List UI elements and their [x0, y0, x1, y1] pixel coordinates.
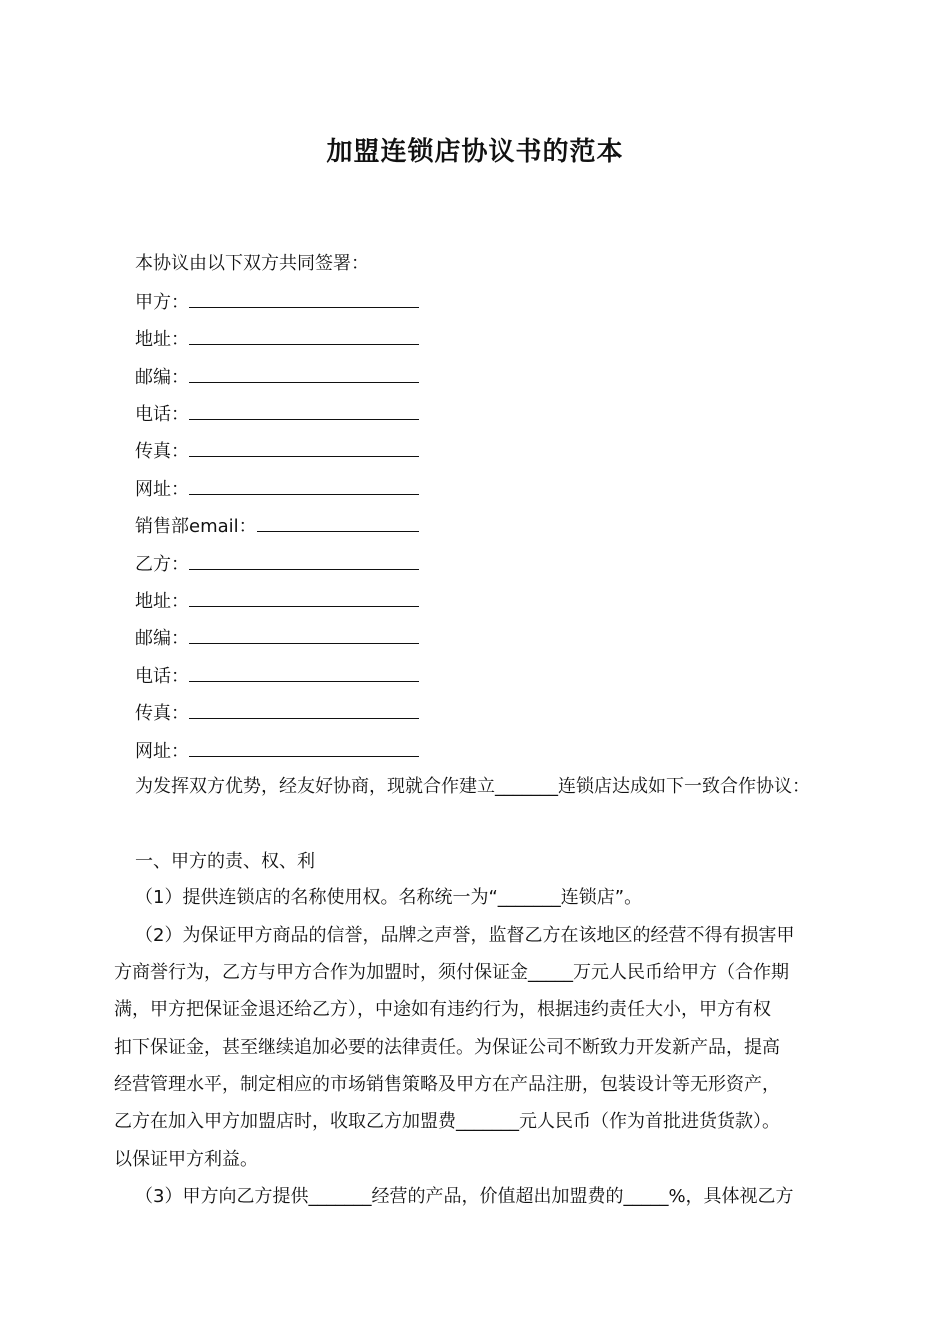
- party-a-address-field: [135, 325, 419, 353]
- preamble-text: 为发挥双方优势，经友好协商，现就合作建立_______连锁店达成如下一致合作协议：: [135, 776, 810, 797]
- blank-line: [189, 662, 419, 682]
- field-label: 甲方：: [135, 292, 189, 313]
- clause-2-line: 方商誉行为，乙方与甲方合作为加盟时，须付保证金_____万元人民币给甲方（合作期: [114, 962, 789, 983]
- field-label: 地址：: [135, 329, 189, 350]
- section-heading: 一、甲方的责、权、利: [135, 851, 315, 872]
- party-b-website-field: [135, 737, 419, 765]
- clause-1: （1）提供连锁店的名称使用权。名称统一为“_______连锁店”。: [135, 887, 643, 908]
- party-a-name-field: [135, 288, 419, 316]
- clause-2-line: 以保证甲方利益。: [114, 1149, 258, 1170]
- clause-2-line: 乙方在加入甲方加盟店时，收取乙方加盟费_______元人民币（作为首批进货货款）。: [114, 1111, 780, 1132]
- party-a-phone-field: [135, 400, 419, 428]
- clause-2-line: （2）为保证甲方商品的信誉，品牌之声誉，监督乙方在该地区的经营不得有损害甲: [135, 925, 795, 946]
- party-a-postcode-field: [135, 363, 419, 391]
- field-label: 传真：: [135, 703, 189, 724]
- intro-text: 本协议由以下双方共同签署：: [135, 253, 369, 274]
- party-b-fax-field: [135, 699, 419, 727]
- field-label: 乙方：: [135, 554, 189, 575]
- blank-line: [189, 288, 419, 308]
- party-a-fax-field: [135, 437, 419, 465]
- blank-line: [189, 363, 419, 383]
- blank-line: [189, 737, 419, 757]
- clause-2-line: 经营管理水平，制定相应的市场销售策略及甲方在产品注册，包装设计等无形资产，: [114, 1074, 780, 1095]
- field-label: 销售部email：: [135, 516, 257, 537]
- party-b-postcode-field: [135, 624, 419, 652]
- party-b-name-field: [135, 550, 419, 578]
- blank-line: [189, 325, 419, 345]
- document-title: 加盟连锁店协议书的范本: [326, 137, 624, 167]
- blank-line: [189, 437, 419, 457]
- blank-line: [189, 624, 419, 644]
- field-label: 电话：: [135, 666, 189, 687]
- field-label: 电话：: [135, 404, 189, 425]
- blank-line: [189, 587, 419, 607]
- field-label: 邮编：: [135, 367, 189, 388]
- blank-line: [189, 475, 419, 495]
- field-label: 传真：: [135, 441, 189, 462]
- field-label: 网址：: [135, 741, 189, 762]
- clause-3-line: （3）甲方向乙方提供_______经营的产品，价值超出加盟费的_____%，具体视乙方: [135, 1186, 794, 1207]
- field-label: 地址：: [135, 591, 189, 612]
- party-b-phone-field: [135, 662, 419, 690]
- field-label: 网址：: [135, 479, 189, 500]
- clause-2-line: 扣下保证金，甚至继续追加必要的法律责任。为保证公司不断致力开发新产品，提高: [114, 1037, 780, 1058]
- party-a-email-field: [135, 512, 419, 540]
- party-b-address-field: [135, 587, 419, 615]
- clause-2-line: 满，甲方把保证金退还给乙方），中途如有违约行为，根据违约责任大小，甲方有权: [114, 999, 771, 1020]
- party-a-website-field: [135, 475, 419, 503]
- blank-line: [189, 699, 419, 719]
- blank-line: [189, 550, 419, 570]
- blank-line: [257, 512, 419, 532]
- field-label: 邮编：: [135, 628, 189, 649]
- blank-line: [189, 400, 419, 420]
